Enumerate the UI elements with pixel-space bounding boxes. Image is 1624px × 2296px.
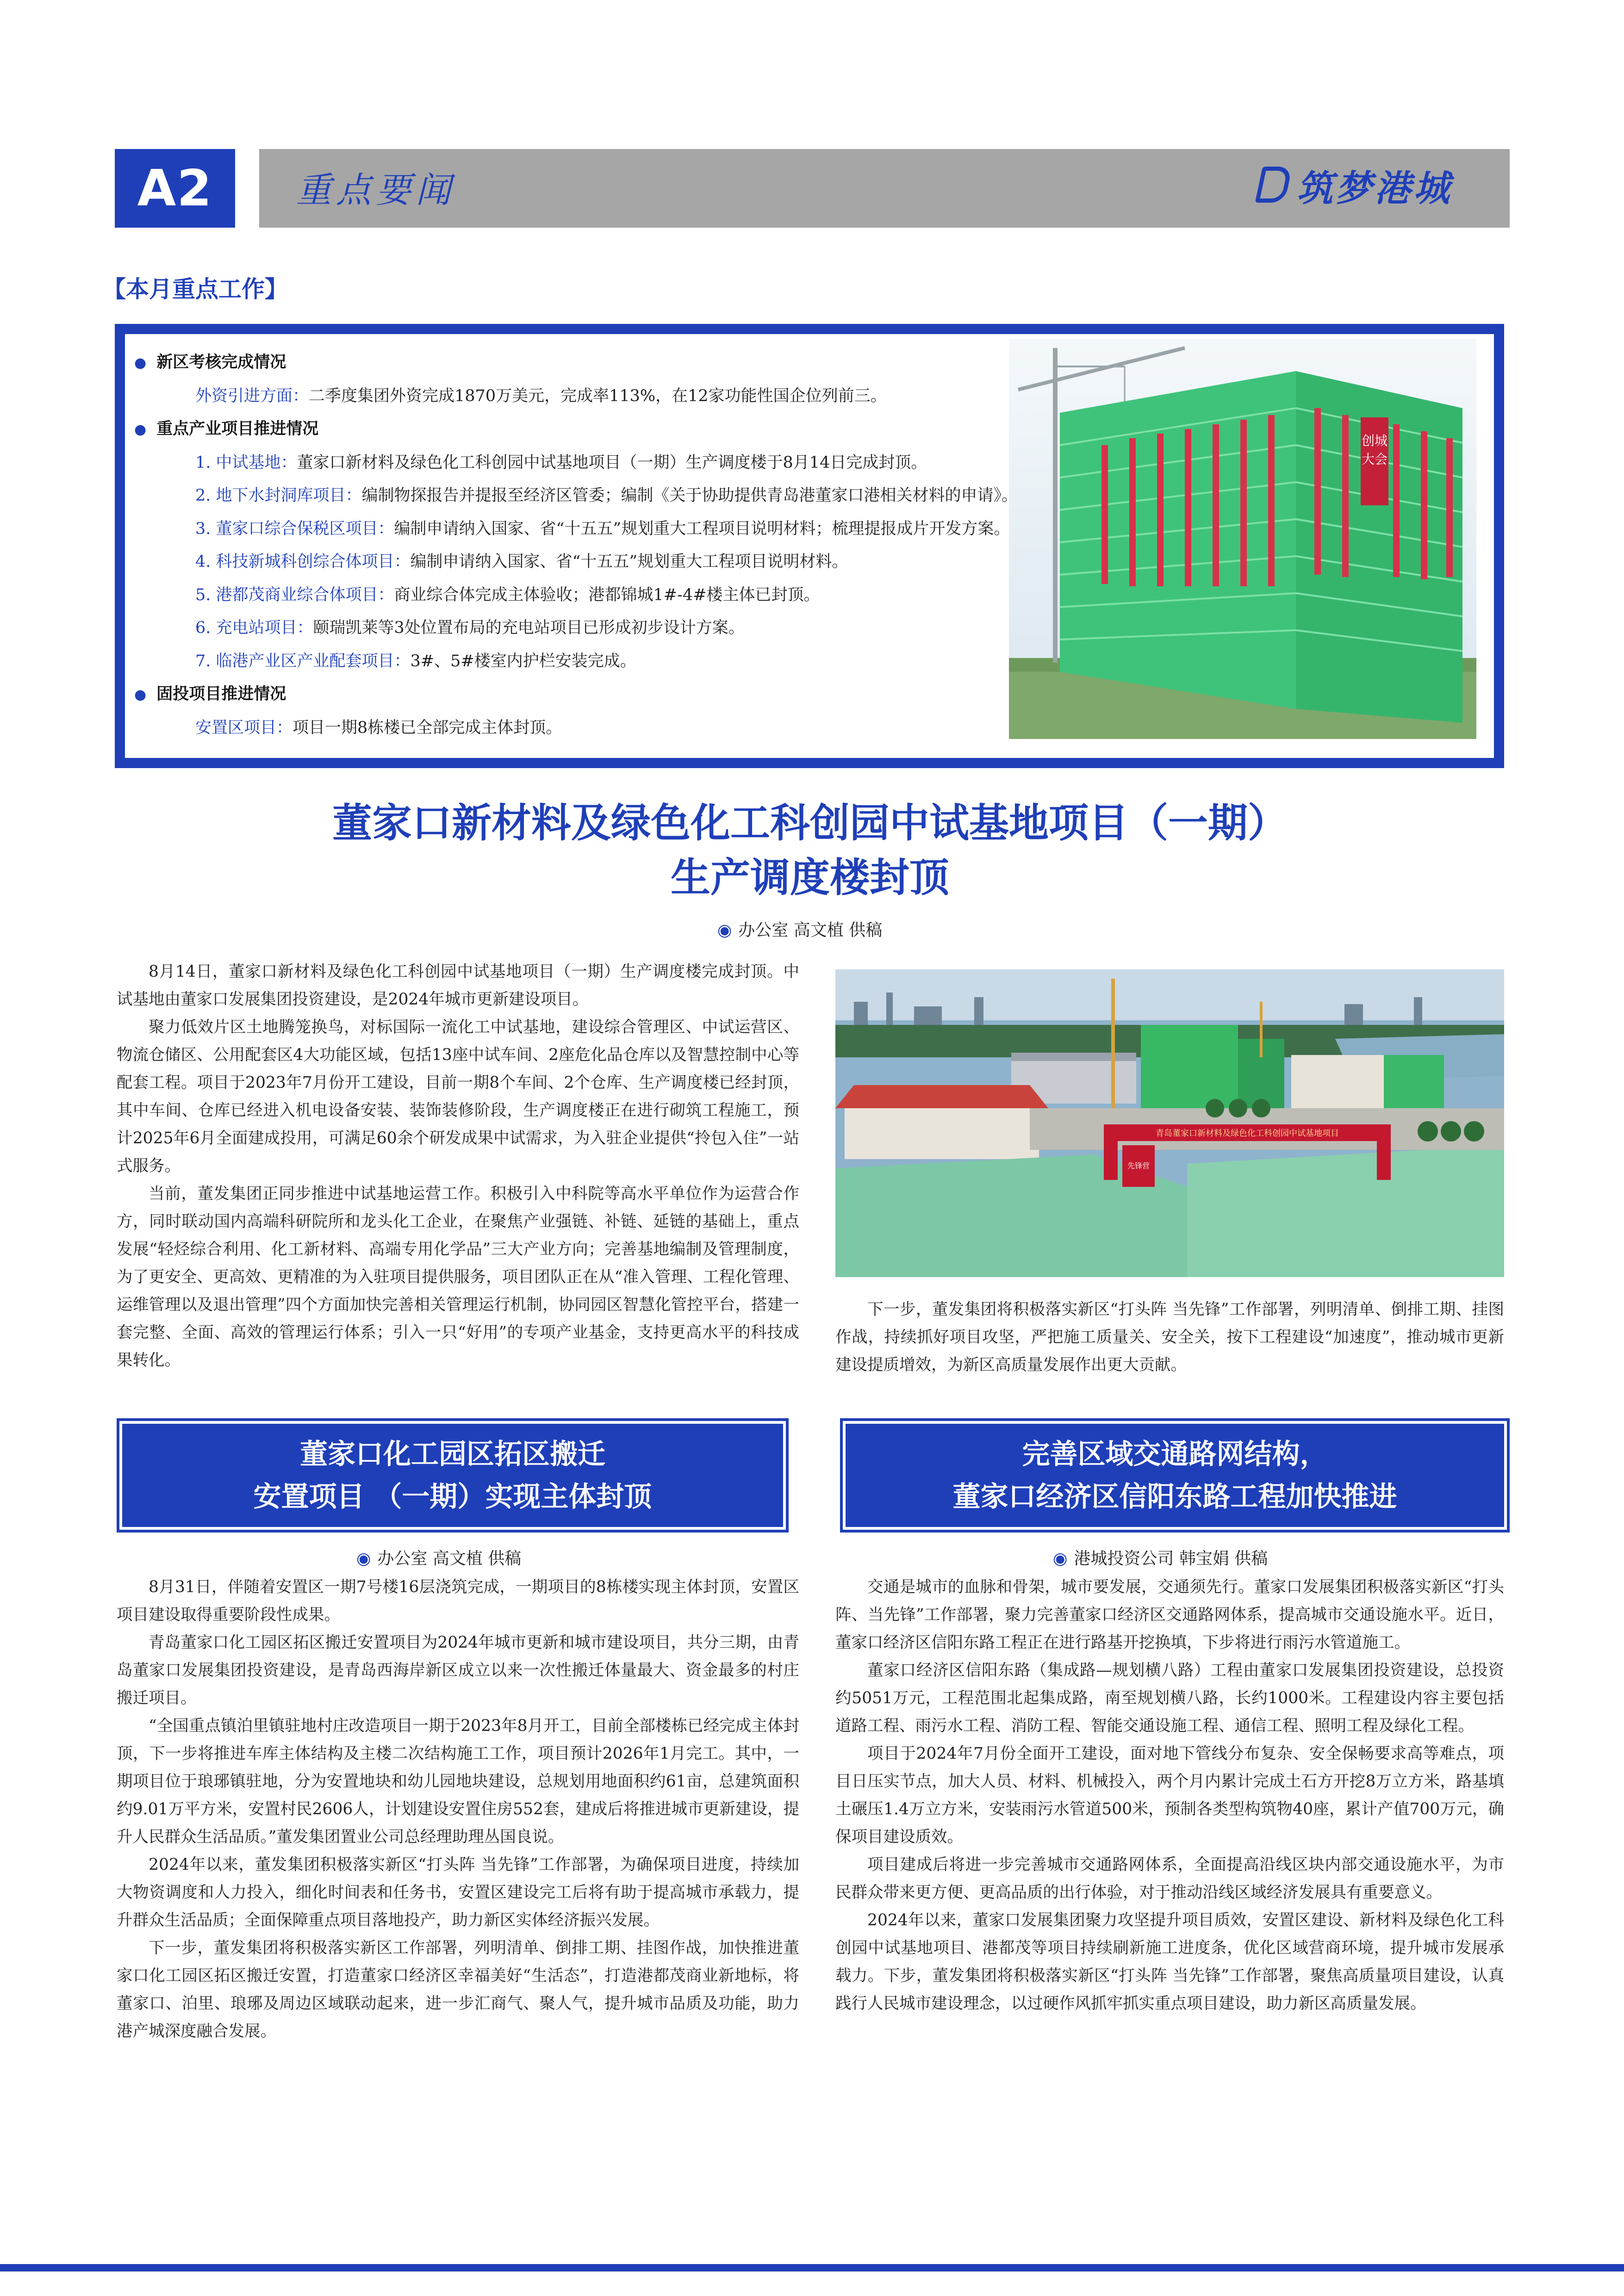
article1-body — [117, 958, 799, 1374]
page-number: A2 — [115, 149, 235, 228]
article2-title-line2: 安置项目 （一期）实现主体封顶 — [253, 1480, 652, 1513]
work-item-text: 编制申请纳入国家、省“十五五”规划重大工程项目说明材料；梳理提报成片开发方案。 — [394, 519, 1010, 538]
article2-paragraph: 8月31日，伴随着安置区一期7号楼16层浇筑完成，一期项目的8栋楼实现主体封顶，安置区项目建设取得重要阶段性成果。 — [117, 1578, 799, 1624]
bottom-rule — [0, 2264, 1624, 2271]
article3-body — [835, 1573, 1504, 2017]
work-group-title: ● 重点产业项目推进情况 — [134, 413, 1060, 447]
work-item-text: 二季度集团外资完成1870万美元，完成率113%，在12家功能性国企位列前三。 — [309, 386, 887, 405]
article3-paragraph: 项目于2024年7月份全面开工建设，面对地下管线分布复杂、安全保畅要求高等难点，项目日压实节点，加大人员、材料、机械投入，两个月内累计完成土石方开挖8万立方米，路基填土碾压1.4万立方米，安装雨污水管道500米，预制各类型构筑物40座，累计产值700万元，确保项目建设质效。 — [835, 1744, 1504, 1846]
work-item-text: 项目一期8栋楼已全部完成主体封顶。 — [292, 718, 562, 737]
work-item — [134, 380, 1060, 413]
article2-paragraph: “全国重点镇泊里镇驻地村庄改造项目一期于2023年8月开工，目前全部楼栋已经完成主体封顶，下一步将推进车库主体结构及主楼二次结构施工工作，项目预计2026年1月完工。其中，一期项目位于琅琊镇驻地，分为安置地块和幼儿园地块建设，总规划用地面积约61亩，总建筑面积约9.01万平方米，安置村民2606人，计划建设安置住房552套，建成后将推进城市更新建设，提升人民群众生活品质。”董发集团置业公司总经理助理丛国良说。 — [117, 1717, 799, 1846]
site-aerial-illustration — [835, 969, 1504, 1277]
work-item-text: 董家口新材料及绿色化工科创园中试基地项目（一期）生产调度楼于8月14日完成封顶。 — [297, 453, 927, 472]
article3-paragraph: 2024年以来，董家口发展集团聚力攻坚提升项目质效，安置区建设、新材料及绿色化工科创园中试基地项目、港都茂等项目持续刷新施工进度条，优化区域营商环境，提升城市发展承载力。下步，董发集团将积极落实新区“打头阵 当先锋”工作部署，聚焦高质量项目建设，认真践行人民城市建设理念，以过硬作风抓牢抓实重点项目建设，助力新区高质量发展。 — [835, 1911, 1504, 2013]
article1-paragraph: 当前，董发集团正同步推进中试基地运营工作。积极引入中科院等高水平单位作为运营合作方，同时联动国内高端科研院所和龙头化工企业，在聚焦产业强链、补链、延链的基础上，重点发展“轻烃综合利用、化工新材料、高端专用化学品”三大产业方向；完善基地编制及管理制度，为了更安全、更高效、更精准的为入驻项目提供服务，项目团队正在从“准入管理、工程化管理、运维管理以及退出管理”四个方面加快完善相关管理运行机制，协同园区智慧化管控平台，搭建一套完整、全面、高效的管理运行体系；引入一只“好用”的专项产业基金，支持更高水平的科技成果转化。 — [117, 1185, 799, 1370]
work-item-text: 商业综合体完成主体验收；港都锦城1#-4#楼主体已封顶。 — [394, 585, 820, 604]
article1-byline: ◉ 办公室 高文植 供稿 — [717, 917, 882, 941]
work-item-text: 颐瑞凯莱等3处位置布局的充电站项目已形成初步设计方案。 — [313, 619, 745, 637]
section-title: 重点要闻 — [296, 169, 455, 211]
article2-title-box — [117, 1418, 789, 1533]
work-item — [134, 447, 1060, 480]
article2-paragraph: 青岛董家口化工园区拓区搬迁安置项目为2024年城市更新和城市建设项目，共分三期，由青岛董家口发展集团投资建设，是青岛西海岸新区成立以来一次性搬迁体量最大、资金最多的村庄搬迁项目。 — [117, 1633, 799, 1707]
work-item-key: 5. 港都茂商业综合体项目： — [195, 585, 394, 604]
work-group-title: ● 新区考核完成情况 — [134, 346, 1060, 380]
work-item-text: 3#、5#楼室内护栏安装完成。 — [410, 652, 636, 670]
article1-right-body — [835, 1296, 1504, 1379]
work-item — [134, 712, 1060, 745]
work-item-text: 编制申请纳入国家、省“十五五”规划重大工程项目说明材料。 — [410, 552, 848, 571]
construction-photo-illustration — [1009, 339, 1476, 739]
article2-paragraph: 2024年以来，董发集团积极落实新区“打头阵 当先锋”工作部署，为确保项目进度，持续加大物资调度和人力投入，细化时间表和任务书，安置区建设完工后将有助于提高城市承载力，提升群众生活品质；全面保障重点项目落地投产，助力新区实体经济振兴发展。 — [117, 1855, 799, 1930]
work-item — [134, 579, 1060, 612]
work-item-key: 外资引进方面： — [195, 386, 309, 405]
article3-paragraph: 项目建成后将进一步完善城市交通路网体系，全面提高沿线区块内部交通设施水平，为市民群众带来更方便、更高品质的出行体验，对于推动沿线区域经济发展具有重要意义。 — [835, 1855, 1504, 1902]
article3-paragraph: 交通是城市的血脉和骨架，城市要发展，交通须先行。董家口发展集团积极落实新区“打头阵、当先锋”工作部署，聚力完善董家口经济区交通路网体系，提高城市交通设施水平。近日，董家口经济区信阳东路工程正在进行路基开挖换填，下步将进行雨污水管道施工。 — [835, 1578, 1504, 1652]
key-work-list — [134, 346, 1060, 745]
work-item-key: 3. 董家口综合保税区项目： — [195, 519, 394, 538]
work-item — [134, 513, 1060, 546]
slogan — [1259, 160, 1452, 211]
gate-sign-text: 先锋营 — [1127, 1161, 1150, 1170]
construction-photo — [1009, 339, 1476, 739]
article2-body — [117, 1573, 799, 2045]
slogan-text: 筑梦港城 — [1297, 168, 1453, 210]
work-item-key: 1. 中试基地： — [195, 453, 297, 472]
photo-banner-text: 创城大会 — [1361, 433, 1388, 467]
article3-title-box — [840, 1418, 1510, 1533]
work-item-key: 4. 科技新城科创综合体项目： — [195, 552, 411, 571]
article3-title-line1: 完善区域交通路网结构， — [1022, 1438, 1328, 1471]
article1-title-line1: 董家口新材料及绿色化工科创园中试基地项目（一期） — [332, 800, 1288, 846]
work-item — [134, 612, 1060, 645]
article3-paragraph: 董家口经济区信阳东路（集成路—规划横八路）工程由董家口发展集团投资建设，总投资约5051万元，工程范围北起集成路，南至规划横八路，长约1000米。工程建设内容主要包括道路工程、雨污水工程、消防工程、智能交通设施工程、通信工程、照明工程及绿化工程。 — [835, 1661, 1504, 1735]
work-item-key: 2. 地下水封洞库项目： — [195, 486, 362, 505]
article3-title-line2: 董家口经济区信阳东路工程加快推进 — [952, 1480, 1397, 1513]
article1-title-line2: 生产调度楼封顶 — [671, 855, 949, 901]
article2-byline: ◉ 办公室 高文植 供稿 — [356, 1545, 521, 1569]
article1-headline — [139, 796, 1481, 905]
focus-tag: 【本月重点工作】 — [103, 276, 288, 303]
article1-paragraph: 聚力低效片区土地腾笼换鸟，对标国际一流化工中试基地，建设综合管理区、中试运营区、物流仓储区、公用配套区4大功能区域，包括13座中试车间、2座危化品仓库以及智慧控制中心等配套工程。项目于2023年7月份开工建设，目前一期8个车间、2个仓库、生产调度楼已经封顶，其中车间、仓库已经进入机电设备安装、装饰装修阶段，生产调度楼正在进行砌筑工程施工，预计2025年6月全面建成投用，可满足60余个研发成果中试需求，为入驻企业提供“拎包入住”一站式服务。 — [117, 1018, 799, 1175]
gate-banner-text: 青岛董家口新材料及绿色化工科创园中试基地项目 — [1156, 1129, 1339, 1138]
work-item-key: 7. 临港产业区产业配套项目： — [195, 652, 411, 670]
work-item-key: 安置区项目： — [195, 718, 293, 737]
site-aerial-photo — [835, 969, 1504, 1277]
work-item-text: 编制物探报告并提报至经济区管委；编制《关于协助提供青岛港董家口港相关材料的申请》。 — [361, 486, 1018, 505]
work-item — [134, 479, 1060, 513]
article2-paragraph: 下一步，董发集团将积极落实新区工作部署，列明清单、倒排工期、挂图作战，加快推进董家口化工园区拓区搬迁安置，打造董家口经济区幸福美好“生活态”，打造港都茂商业新地标，将董家口、泊里、琅琊及周边区域联动起来，进一步汇商气、聚人气，提升城市品质及功能，助力港产城深度融合发展。 — [117, 1939, 799, 2041]
article1-paragraph: 8月14日，董家口新材料及绿色化工科创园中试基地项目（一期）生产调度楼完成封顶。中试基地由董家口发展集团投资建设，是2024年城市更新建设项目。 — [117, 962, 799, 1009]
slogan-logo-icon — [1255, 167, 1293, 203]
article1-right-paragraph: 下一步，董发集团将积极落实新区“打头阵 当先锋”工作部署，列明清单、倒排工期、挂图作战，持续抓好项目攻坚，严把施工质量关、安全关，按下工程建设“加速度”，推动城市更新建设提质增效，为新区高质量发展作出更大贡献。 — [835, 1300, 1504, 1374]
work-item — [134, 645, 1060, 678]
work-item — [134, 546, 1060, 579]
article2-title-line1: 董家口化工园区拓区搬迁 — [300, 1438, 605, 1471]
article3-byline: ◉ 港城投资公司 韩宝娟 供稿 — [1053, 1545, 1268, 1569]
work-group-title: ● 固投项目推进情况 — [134, 678, 1060, 712]
work-item-key: 6. 充电站项目： — [195, 619, 313, 637]
